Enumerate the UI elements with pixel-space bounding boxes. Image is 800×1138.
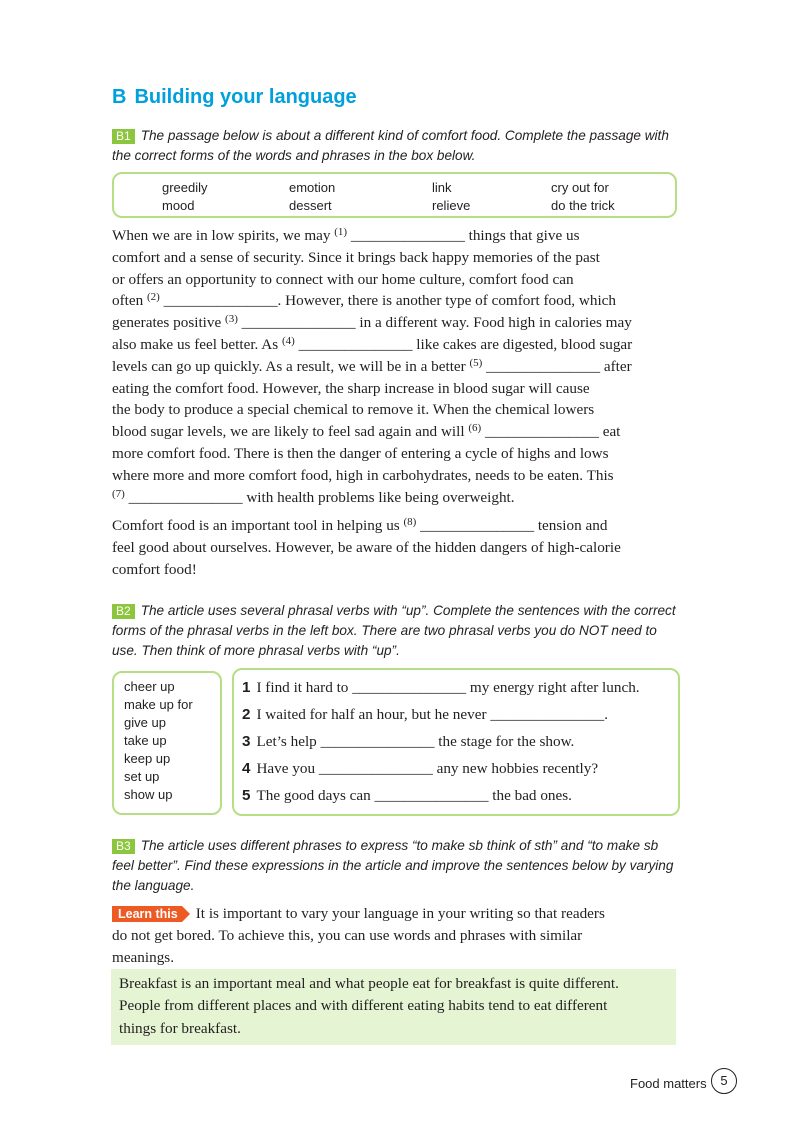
phrasal-verb-item: give up — [124, 715, 166, 730]
blank-number: (8) — [403, 516, 417, 528]
answer-blank[interactable]: _______________ — [420, 517, 535, 534]
blank-number: (6) — [468, 422, 482, 435]
b2-sentence — [242, 706, 608, 724]
b2-sentences-box — [232, 668, 680, 816]
b1-instruction-line-1: The passage below is about a different kind of comfort food. Complete the passage with — [140, 128, 669, 143]
sentence-number: 4 — [242, 760, 251, 777]
b3-instruction-line-3: the language. — [112, 878, 195, 893]
b2-instruction — [112, 601, 687, 661]
answer-blank[interactable]: _______________ — [298, 335, 413, 353]
phrasal-verb-item: make up for — [124, 697, 193, 712]
b3-instruction-line-1: The article uses different phrases to express “to make sb think of sth” and “to make sb — [140, 838, 659, 853]
answer-blank[interactable]: _______________ — [490, 706, 605, 723]
b1-badge: B1 — [112, 129, 135, 144]
passage-text: the body to produce a special chemical to remove it. When the chemical lowers — [112, 401, 595, 419]
passage-text: . However, there is another type of comfort food, which — [277, 292, 617, 310]
example-line: People from different places and with different eating habits tend to eat different — [119, 997, 608, 1015]
passage-text: in a different way. Food high in calories may — [355, 314, 632, 332]
phrasal-verb-box — [112, 671, 222, 815]
phrasal-verb-item: keep up — [124, 751, 171, 766]
passage-text: comfort food! — [112, 560, 197, 578]
b2-sentence — [242, 679, 640, 697]
word-box-item: greedily — [162, 180, 208, 195]
word-box-item: relieve — [432, 198, 471, 213]
example-line: Breakfast is an important meal and what people eat for breakfast is quite different. — [119, 975, 619, 992]
word-box-item: cry out for — [551, 180, 609, 195]
passage-text: tension and — [534, 517, 608, 534]
answer-blank[interactable]: _______________ — [318, 760, 433, 777]
passage-text: or offers an opportunity to connect with our home culture, comfort food can — [112, 270, 574, 288]
sentence-number: 5 — [242, 787, 251, 804]
phrasal-verb-item: show up — [124, 787, 173, 802]
sentence-text: any new hobbies recently? — [432, 760, 599, 777]
answer-blank[interactable]: _______________ — [352, 679, 467, 696]
word-box — [112, 172, 677, 218]
answer-blank[interactable]: _______________ — [374, 787, 489, 804]
phrasal-verb-item: take up — [124, 733, 167, 748]
section-title-text: Building your language — [134, 86, 357, 108]
passage-text: also make us feel better. As — [112, 335, 282, 353]
sentence-number: 3 — [242, 733, 251, 750]
footer-title: Food matters — [630, 1076, 707, 1091]
sentence-text: Have you — [256, 760, 319, 777]
section-letter: B — [112, 86, 127, 108]
answer-blank[interactable]: _______________ — [241, 314, 356, 332]
blank-number: (3) — [225, 313, 238, 326]
learn-text: meanings. — [112, 949, 175, 966]
sentence-number: 1 — [242, 679, 251, 696]
learn-text: do not get bored. To achieve this, you can use words and phrases with similar — [112, 927, 583, 944]
learn-this-note — [112, 903, 692, 969]
phrasal-verb-item: set up — [124, 769, 160, 784]
b3-badge: B3 — [112, 839, 135, 854]
blank-number: (5) — [469, 356, 483, 369]
b3-instruction-line-2: feel better”. Find these expressions in the article and improve the sentences below by varying — [112, 858, 674, 873]
sentence-number: 2 — [242, 706, 251, 723]
passage-text: Comfort food is an important tool in helping us — [112, 517, 404, 534]
passage-text: feel good about ourselves. However, be aware of the hidden dangers of high-calorie — [112, 538, 621, 556]
section-title — [112, 86, 357, 109]
passage-text: like cakes are digested, blood sugar — [412, 335, 633, 353]
blank-number: (2) — [147, 291, 160, 304]
b2-instruction-line-2: forms of the phrasal verbs in the left box. There are two phrasal verbs you do NOT need to — [112, 623, 657, 638]
passage-text: blood sugar levels, we are likely to feel sad again and will — [112, 423, 469, 441]
b2-instruction-line-3: use. Then think of more phrasal verbs with “up”. — [112, 643, 400, 658]
example-line: things for breakfast. — [119, 1019, 241, 1037]
answer-blank[interactable]: _______________ — [486, 357, 601, 375]
b2-instruction-line-1: The article uses several phrasal verbs with “up”. Complete the sentences with the correct — [140, 603, 676, 618]
passage-text: eating the comfort food. However, the sharp increase in blood sugar will cause — [112, 379, 590, 397]
passage-text: more comfort food. There is then the danger of entering a cycle of highs and lows — [112, 444, 609, 462]
b1-instruction — [112, 126, 687, 166]
passage-text: after — [600, 357, 632, 375]
passage-text: with health problems like being overweight. — [242, 488, 515, 506]
example-text-box — [111, 969, 676, 1045]
passage-text: often — [112, 292, 148, 310]
page-number: 5 — [711, 1068, 737, 1094]
word-box-item: mood — [162, 198, 195, 213]
passage-text: generates positive — [112, 314, 226, 332]
phrasal-verb-item: cheer up — [124, 679, 175, 694]
learn-this-tag: Learn this — [112, 906, 182, 922]
b2-sentence — [242, 733, 574, 751]
passage-text: things that give us — [464, 227, 580, 244]
word-box-item: link — [432, 180, 452, 195]
sentence-text: my energy right after lunch. — [466, 679, 640, 696]
blank-number: (4) — [281, 334, 295, 347]
b1-passage-paragraph-2 — [112, 515, 692, 580]
b1-passage-paragraph-1 — [112, 225, 692, 508]
passage-text: where more and more comfort food, high in carbohydrates, needs to be eaten. This — [112, 466, 614, 484]
sentence-text: I waited for half an hour, but he never — [256, 706, 491, 723]
sentence-text: The good days can — [256, 787, 375, 804]
word-box-item: dessert — [289, 198, 332, 213]
blank-number: (1) — [334, 226, 348, 238]
answer-blank[interactable]: _______________ — [128, 488, 243, 506]
sentence-text: the stage for the show. — [434, 733, 575, 750]
sentence-text: the bad ones. — [488, 787, 572, 804]
answer-blank[interactable]: _______________ — [320, 733, 435, 750]
b2-sentence — [242, 787, 572, 805]
word-box-item: do the trick — [551, 198, 615, 213]
passage-text: eat — [598, 423, 621, 441]
passage-text: comfort and a sense of security. Since it brings back happy memories of the past — [112, 248, 600, 266]
sentence-text: Let’s help — [256, 733, 321, 750]
sentence-text: . — [604, 706, 609, 723]
b2-badge: B2 — [112, 604, 135, 619]
b1-instruction-line-2: the correct forms of the words and phrases in the box below. — [112, 148, 476, 163]
blank-number: (7) — [112, 487, 125, 500]
passage-text: levels can go up quickly. As a result, we will be in a better — [112, 357, 470, 375]
sentence-text: I find it hard to — [256, 679, 353, 696]
word-box-item: emotion — [289, 180, 336, 195]
passage-text: When we are in low spirits, we may — [112, 227, 335, 244]
answer-blank[interactable]: _______________ — [163, 292, 278, 310]
learn-text: It is important to vary your language in your writing so that readers — [195, 905, 605, 922]
b3-instruction — [112, 836, 687, 896]
answer-blank[interactable]: _______________ — [485, 423, 599, 441]
answer-blank[interactable]: _______________ — [350, 227, 465, 244]
b2-sentence — [242, 760, 598, 778]
